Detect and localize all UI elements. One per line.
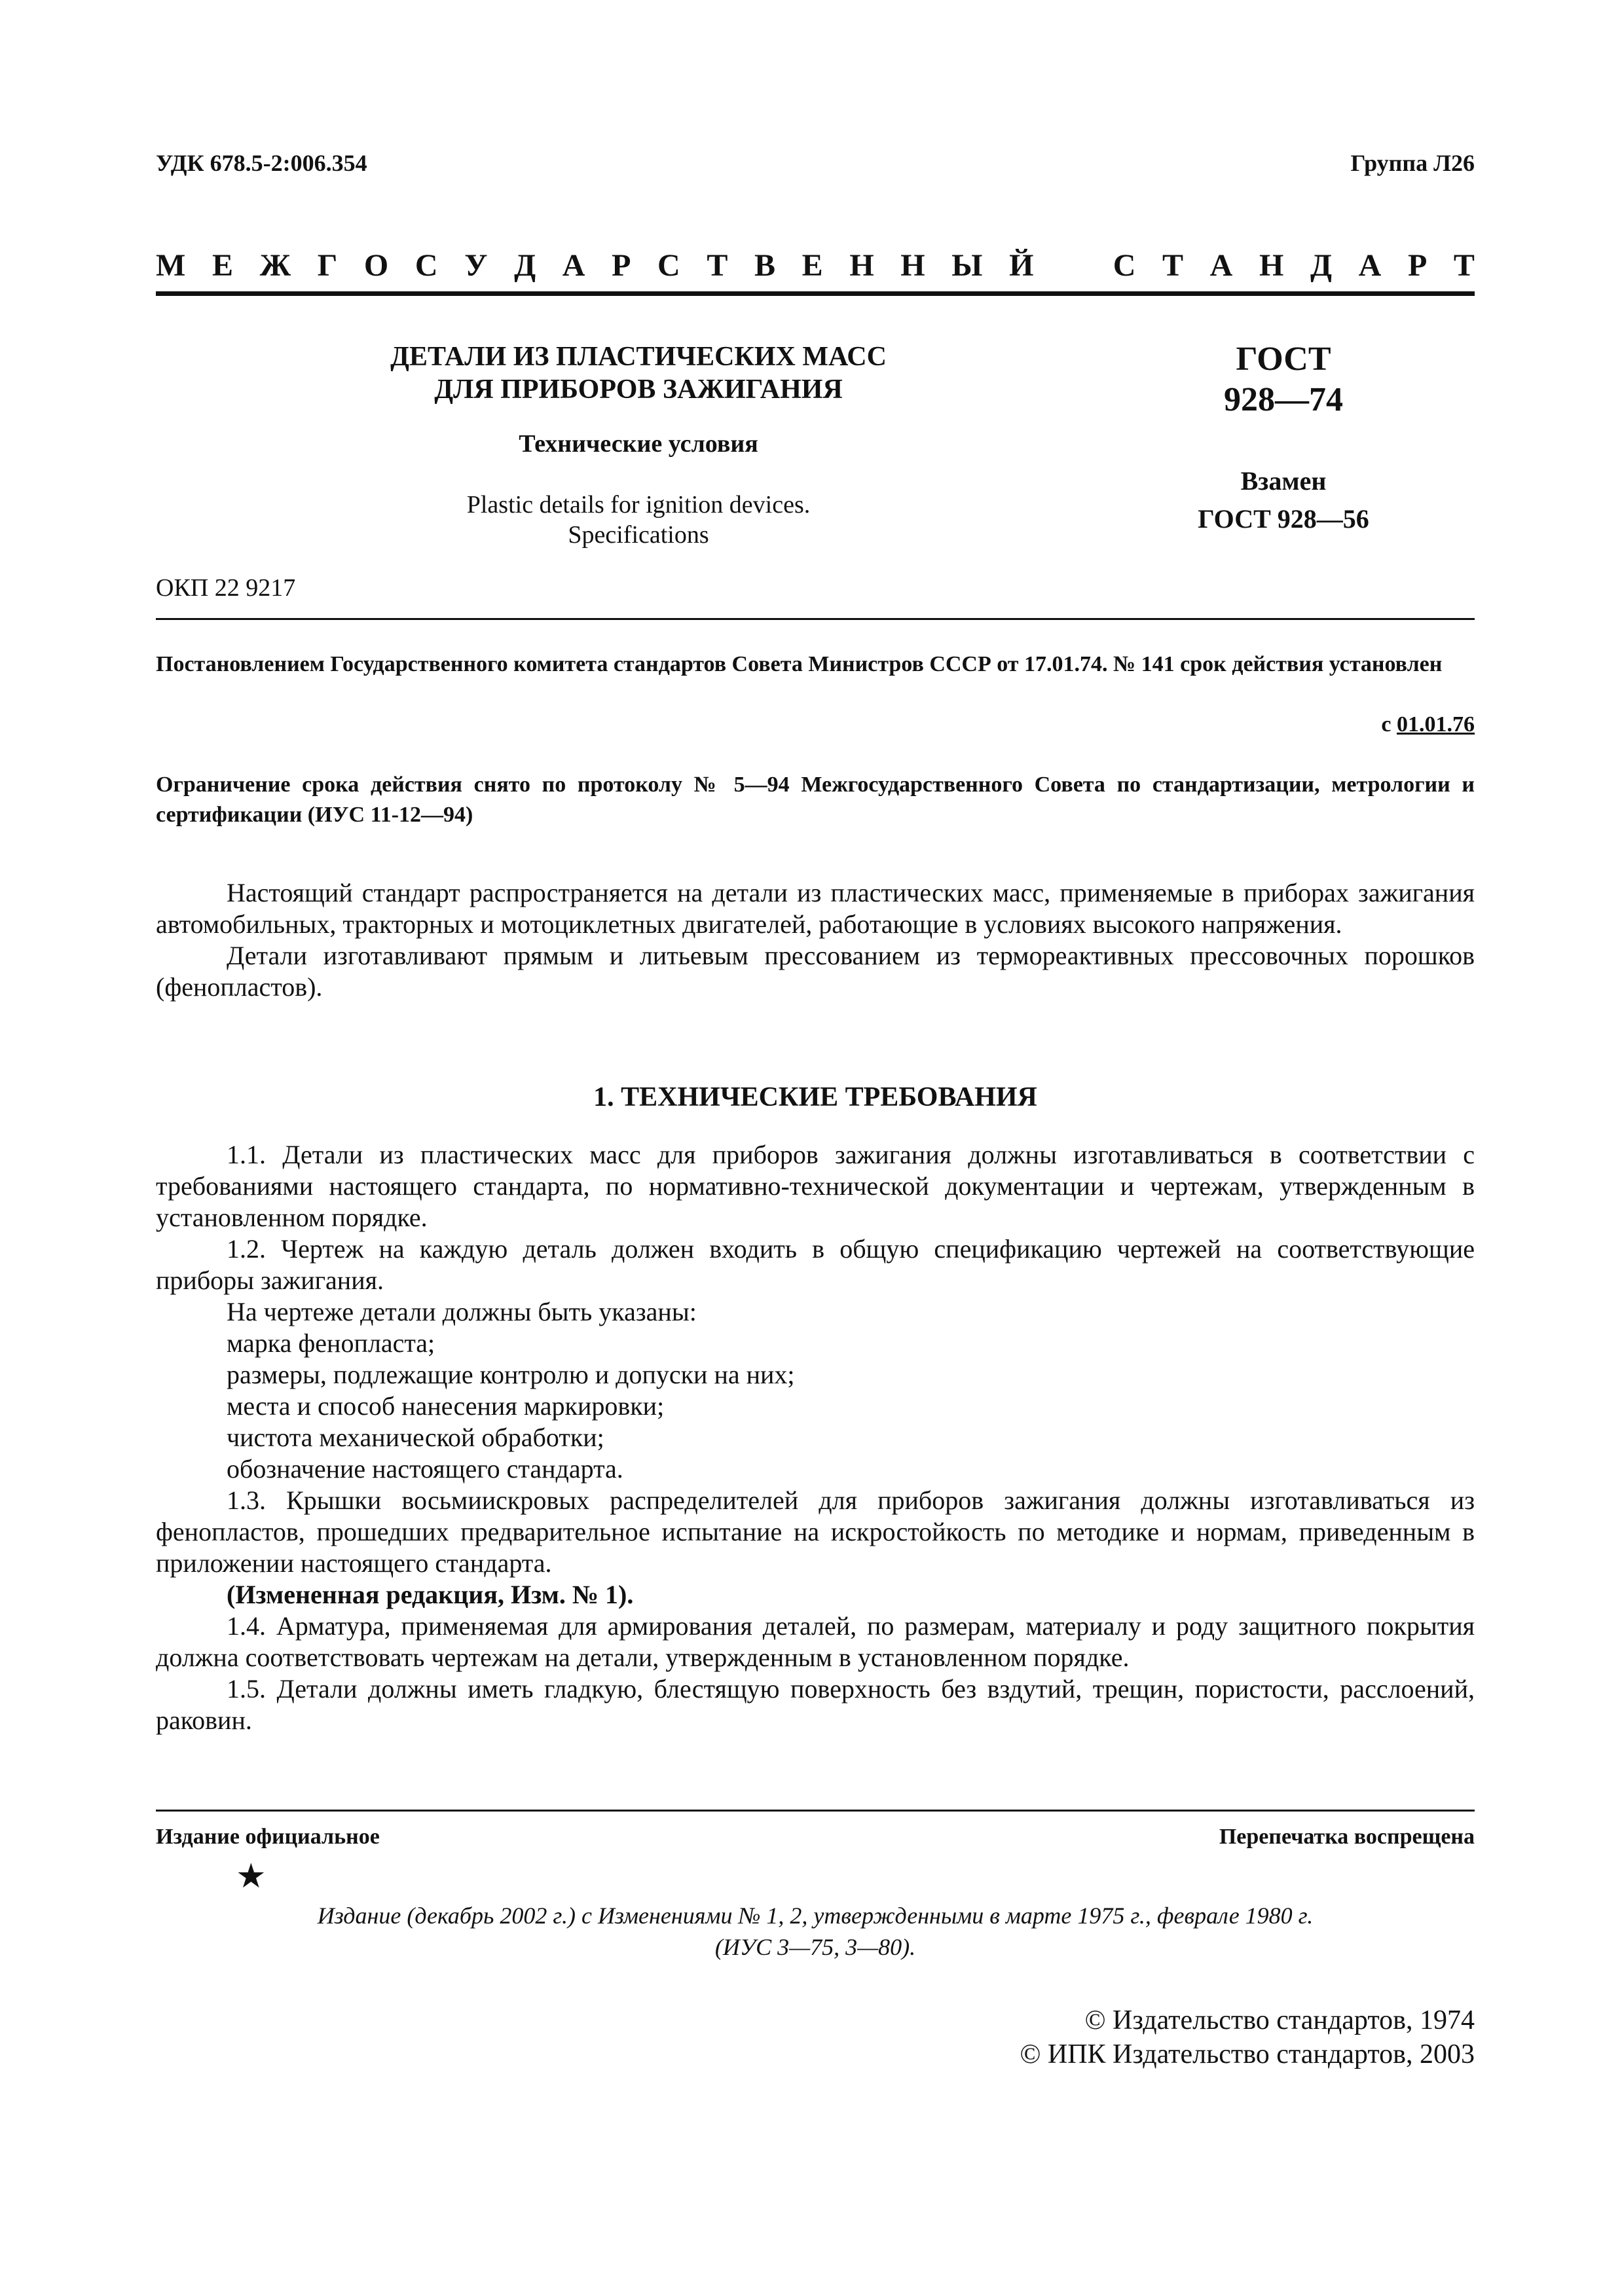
banner-letter: О [363, 248, 389, 283]
document-subtitle: Технические условия [519, 430, 758, 458]
header-rule [156, 618, 1475, 620]
udk-code: УДК 678.5-2:006.354 [156, 150, 367, 176]
limit-removed-text: Ограничение срока действия снято по протоколу № 5—94 Межгосударственного Совета по стандартизации, метрологии и сертификации (ИУС 11-12—94) [156, 773, 1475, 827]
banner-letter: Т [1453, 248, 1475, 283]
english-title-line: Specifications [568, 521, 709, 549]
gost-designation [1152, 339, 1414, 420]
banner-letter: Д [1310, 248, 1332, 283]
banner-letter: Р [612, 248, 631, 283]
clause-1-1: 1.1. Детали из пластических масс для приборов зажигания должны изготавливаться в соответствии с требованиями настоящего стандарта, по нормативно-технической документации и чертежам, утвержденным в установленном порядке. [156, 1140, 1475, 1232]
document-title [367, 340, 910, 406]
copyright-line: © Издательство стандартов, 1974 [1084, 2005, 1475, 2035]
intro-paragraph: Настоящий стандарт распространяется на детали из пластических масс, применяемые в приборах зажигания автомобильных, тракторных и мотоциклетных двигателей, работающие в условиях высокого напряжения. [156, 878, 1475, 939]
banner-letter: Н [1259, 248, 1284, 283]
banner-letter: Т [707, 248, 728, 283]
clause-1-4: 1.4. Арматура, применяемая для армирования деталей, по размерам, материалу и роду защитного покрытия должна соответствовать чертежам на детали, утвержденным в установленном порядке. [156, 1611, 1475, 1672]
edition-line: Издание (декабрь 2002 г.) с Изменениями № 1, 2, утвержденными в марте 1975 г., феврале 1980 г. [317, 1903, 1314, 1929]
clause-1-5: 1.5. Детали должны иметь гладкую, блестящую поверхность без вздутий, трещин, пористости, расслоений, раковин. [156, 1674, 1475, 1735]
title-line: ДЕТАЛИ ИЗ ПЛАСТИЧЕСКИХ МАСС [390, 342, 887, 372]
banner-gap [1060, 247, 1086, 283]
gost-label: ГОСТ [1236, 340, 1331, 378]
date-value: 01.01.76 [1397, 712, 1475, 737]
banner-letter: Ы [951, 248, 983, 283]
banner-letter: А [562, 248, 585, 283]
banner-letter: Ж [259, 248, 291, 283]
banner-letter: С [657, 248, 680, 283]
replaces-number: ГОСТ 928—56 [1198, 504, 1369, 534]
list-item: места и способ нанесения маркировки; [227, 1391, 665, 1421]
amended-note: (Измененная редакция, Изм. № 1). [227, 1580, 634, 1609]
banner-rule [156, 291, 1475, 296]
effective-date [1381, 712, 1475, 737]
banner-letter: Н [900, 248, 925, 283]
banner-letter: С [415, 248, 438, 283]
section-body [156, 1139, 1475, 1736]
interstate-standard-banner [156, 247, 1475, 283]
okp-code: ОКП 22 9217 [156, 574, 296, 602]
official-edition-label: Издание официальное [156, 1825, 380, 1849]
star-icon: ★ [236, 1858, 267, 1895]
banner-letter: А [1358, 248, 1382, 283]
banner-letter: В [754, 248, 776, 283]
banner-letter: С [1113, 248, 1136, 283]
english-title-line: Plastic details for ignition devices. [466, 491, 811, 519]
copyright-block [1020, 2003, 1475, 2071]
banner-letter: Н [849, 248, 874, 283]
section-title: 1. ТЕХНИЧЕСКИЕ ТРЕБОВАНИЯ [593, 1082, 1037, 1112]
list-item: размеры, подлежащие контролю и допуски на них; [227, 1360, 795, 1389]
no-reprint-label: Перепечатка воспрещена [1219, 1825, 1475, 1849]
intro-section [156, 877, 1475, 1003]
clause-1-3: 1.3. Крышки восьмиискровых распределителей для приборов зажигания должны изготавливаться из фенопластов, прошедших предварительное испытание на искростойкость по методике и нормам, приведенным в приложении настоящего стандарта. [156, 1485, 1475, 1578]
replaces-label: Взамен [1240, 466, 1327, 496]
copyright-line: © ИПК Издательство стандартов, 2003 [1020, 2039, 1475, 2069]
list-item: чистота механической обработки; [227, 1423, 604, 1452]
date-prefix: с [1381, 712, 1392, 737]
list-item: обозначение настоящего стандарта. [227, 1454, 623, 1484]
group-code: Группа Л26 [1350, 150, 1475, 176]
banner-letter: Е [212, 248, 233, 283]
banner-letter: Т [1162, 248, 1184, 283]
edition-line: (ИУС 3—75, 3—80). [714, 1934, 916, 1960]
footer-rule [156, 1810, 1475, 1812]
intro-paragraph: Детали изготавливают прямым и литьевым прессованием из термореактивных прессовочных порошков (фенопластов). [156, 941, 1475, 1002]
banner-letter: М [156, 248, 186, 283]
title-line: ДЛЯ ПРИБОРОВ ЗАЖИГАНИЯ [434, 374, 843, 405]
replaces-block [1152, 462, 1414, 538]
banner-letter: Р [1407, 248, 1428, 283]
clause-1-2: 1.2. Чертеж на каждую деталь должен входить в общую спецификацию чертежей на соответствующие приборы зажигания. [156, 1234, 1475, 1295]
banner-letter: Д [514, 248, 536, 283]
drawing-intro: На чертеже детали должны быть указаны: [227, 1297, 697, 1326]
banner-letter: Г [317, 248, 338, 283]
list-item: марка фенопласта; [227, 1328, 435, 1358]
english-title [367, 490, 910, 550]
decree-text: Постановлением Государственного комитета стандартов Совета Министров СССР от 17.01.74. № 141 срок действия установлен [156, 652, 1443, 676]
banner-letter: Й [1009, 248, 1034, 283]
edition-note [156, 1900, 1475, 1963]
banner-letter: У [464, 248, 488, 283]
banner-letter: Е [802, 248, 823, 283]
banner-letter: А [1209, 248, 1233, 283]
gost-number: 928—74 [1224, 381, 1343, 418]
